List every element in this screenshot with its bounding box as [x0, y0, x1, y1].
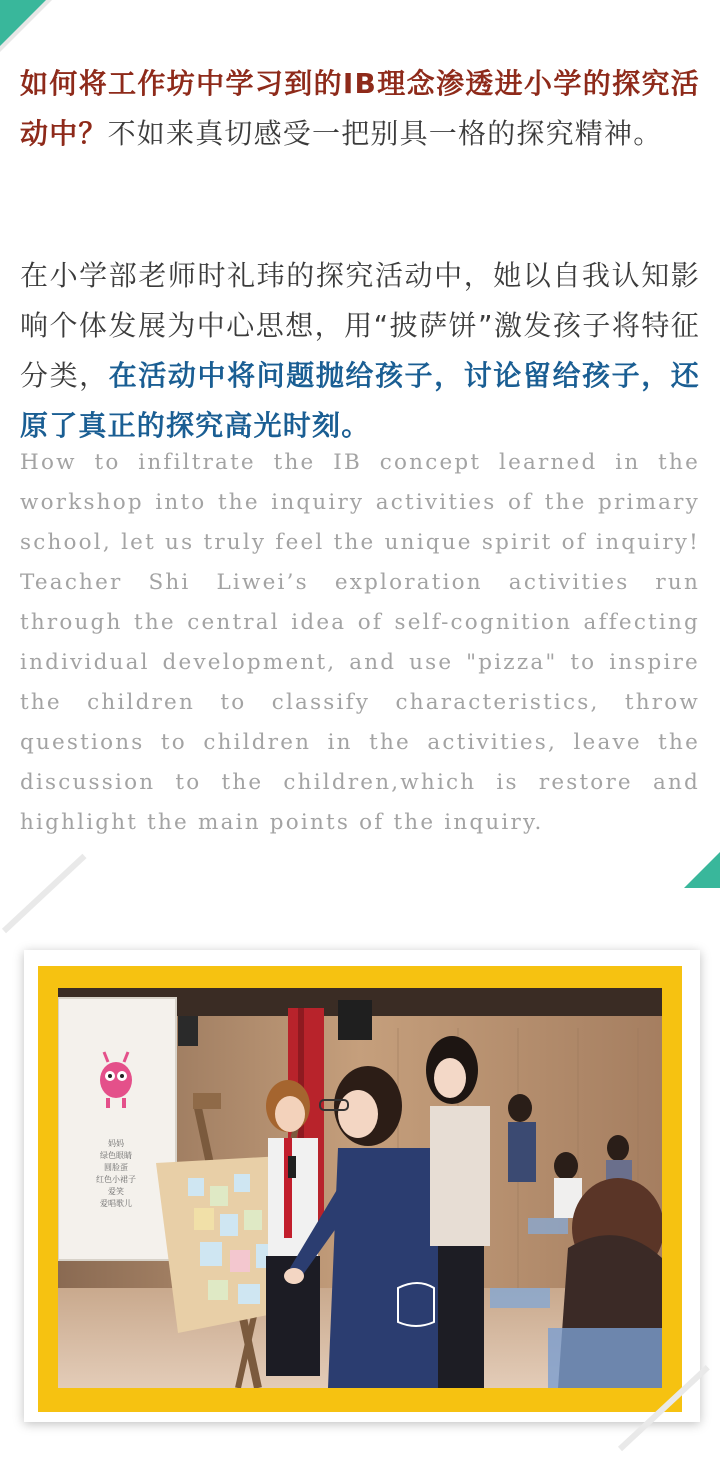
corner-triangle-decoration [0, 0, 46, 46]
english-text: How to infiltrate the IB concept learned in the workshop into the inquiry activities of the primary school, let us truly feel the unique spirit of inquiry! Teacher Shi Liwei’s exploration activities run through the central idea of self-cognition affecting individual development, and use "pizza" to inspire the children to classify characteristics, throw questions to children in the activities, leave the discussion to the children,which is restore and highlight the main points of the inquiry. [20, 450, 700, 835]
screen-text-2: 圆脸蛋 [104, 1163, 128, 1172]
classroom-scene-image [58, 988, 662, 1388]
classroom-photo [58, 988, 662, 1388]
body-paragraph [20, 251, 700, 451]
intro-paragraph [20, 59, 700, 159]
screen-text-4: 爱笑 [108, 1187, 124, 1196]
intro-highlight: 如何将工作坊中学习到的IB理念渗透进小学的探究活动中？ [20, 67, 700, 150]
english-paragraph [20, 443, 700, 843]
body-text: 在小学部老师时礼玮的探究活动中，她以自我认知影响个体发展为中心思想，用“披萨饼”激发孩子将特征分类， [20, 259, 700, 392]
screen-text-5: 爱唱歌儿 [100, 1199, 132, 1208]
corner-triangle-decoration-right [684, 852, 720, 888]
screen-text-3: 红色小裙子 [96, 1175, 136, 1184]
photo-frame [24, 950, 700, 1422]
stripe-decoration-left [2, 854, 87, 933]
intro-text: 不如来真切感受一把别具一格的探究精神。 [107, 117, 663, 150]
body-highlight: 在活动中将问题抛给孩子，讨论留给孩子，还原了真正的探究高光时刻。 [20, 359, 700, 442]
photo-yellow-border [38, 966, 682, 1412]
screen-text-1: 绿色眼睛 [100, 1151, 132, 1160]
screen-text-0: 妈妈 [108, 1139, 124, 1148]
